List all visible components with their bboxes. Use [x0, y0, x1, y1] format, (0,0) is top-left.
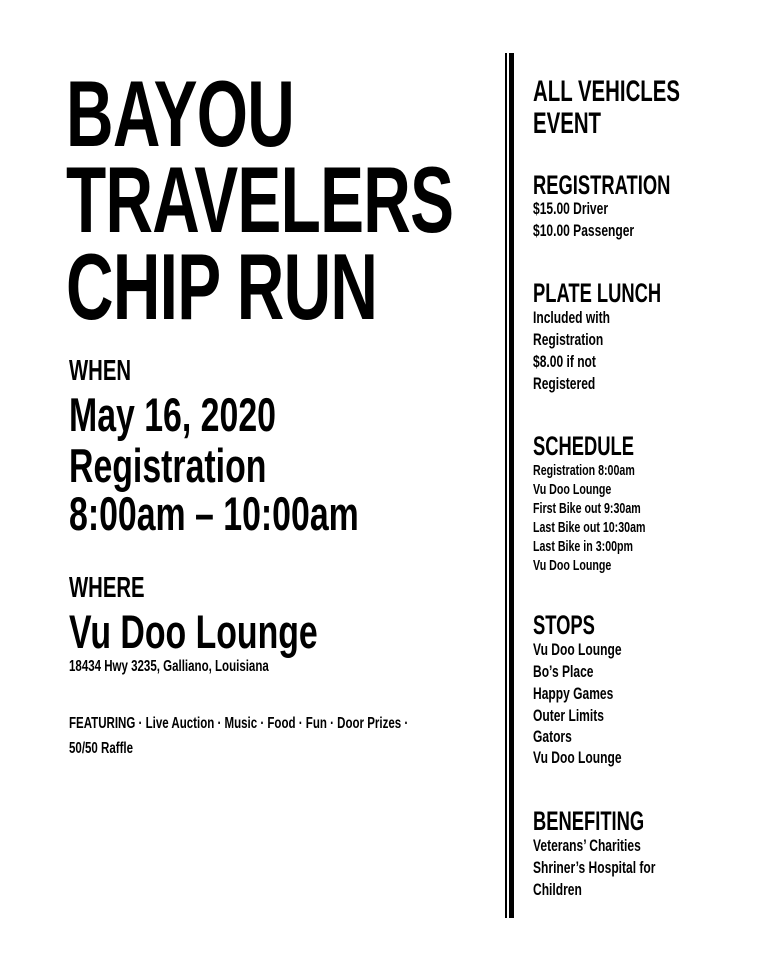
schedule-item: Last Bike in 3:00pm: [533, 538, 634, 555]
stops-heading: STOPS: [533, 610, 595, 640]
schedule-item: Registration 8:00am: [533, 462, 635, 479]
schedule-item: Vu Doo Lounge: [533, 557, 612, 574]
featuring-line-2: 50/50 Raffle: [69, 740, 134, 757]
stop-item: Outer Limits: [533, 707, 604, 725]
registration-fee-driver: $15.00 Driver: [533, 200, 609, 218]
registration-time: 8:00am – 10:00am: [69, 487, 359, 540]
schedule-heading: SCHEDULE: [533, 431, 634, 461]
plate-lunch-line: $8.00 if not: [533, 353, 596, 371]
registration-label: Registration: [69, 439, 267, 492]
schedule-item: First Bike out 9:30am: [533, 500, 641, 517]
registration-heading: REGISTRATION: [533, 170, 671, 200]
venue-address: 18434 Hwy 3235, Galliano, Louisiana: [69, 658, 269, 675]
plate-lunch-line: Included with: [533, 309, 610, 327]
stop-item: Happy Games: [533, 685, 614, 703]
beneficiary-item: Veterans’ Charities: [533, 837, 641, 855]
venue-name: Vu Doo Lounge: [69, 605, 318, 658]
schedule-item: Last Bike out 10:30am: [533, 519, 646, 536]
benefiting-heading: BENEFITING: [533, 806, 645, 836]
title-line-2: TRAVELERS: [66, 147, 454, 252]
event-date: May 16, 2020: [69, 388, 276, 441]
plate-lunch-line: Registration: [533, 331, 604, 349]
title-line-1: BAYOU: [66, 61, 295, 166]
featuring-line-1: FEATURING · Live Auction · Music · Food · Fun · Door Prizes ·: [69, 715, 409, 732]
column-divider-thin: [505, 53, 507, 918]
plate-lunch-line: Registered: [533, 375, 596, 393]
title-line-3: CHIP RUN: [66, 234, 378, 339]
stop-item: Gators: [533, 728, 572, 746]
registration-fee-passenger: $10.00 Passenger: [533, 222, 635, 240]
event-type-line-1: ALL VEHICLES: [533, 75, 680, 108]
stop-item: Vu Doo Lounge: [533, 749, 622, 767]
when-label: WHEN: [69, 355, 132, 387]
beneficiary-item: Shriner’s Hospital for: [533, 859, 656, 877]
event-type-line-2: EVENT: [533, 107, 602, 140]
plate-lunch-heading: PLATE LUNCH: [533, 278, 662, 308]
stop-item: Bo’s Place: [533, 663, 594, 681]
where-label: WHERE: [69, 572, 145, 604]
column-divider-thick: [509, 53, 514, 918]
schedule-item: Vu Doo Lounge: [533, 481, 612, 498]
beneficiary-item: Children: [533, 881, 582, 899]
stop-item: Vu Doo Lounge: [533, 641, 622, 659]
